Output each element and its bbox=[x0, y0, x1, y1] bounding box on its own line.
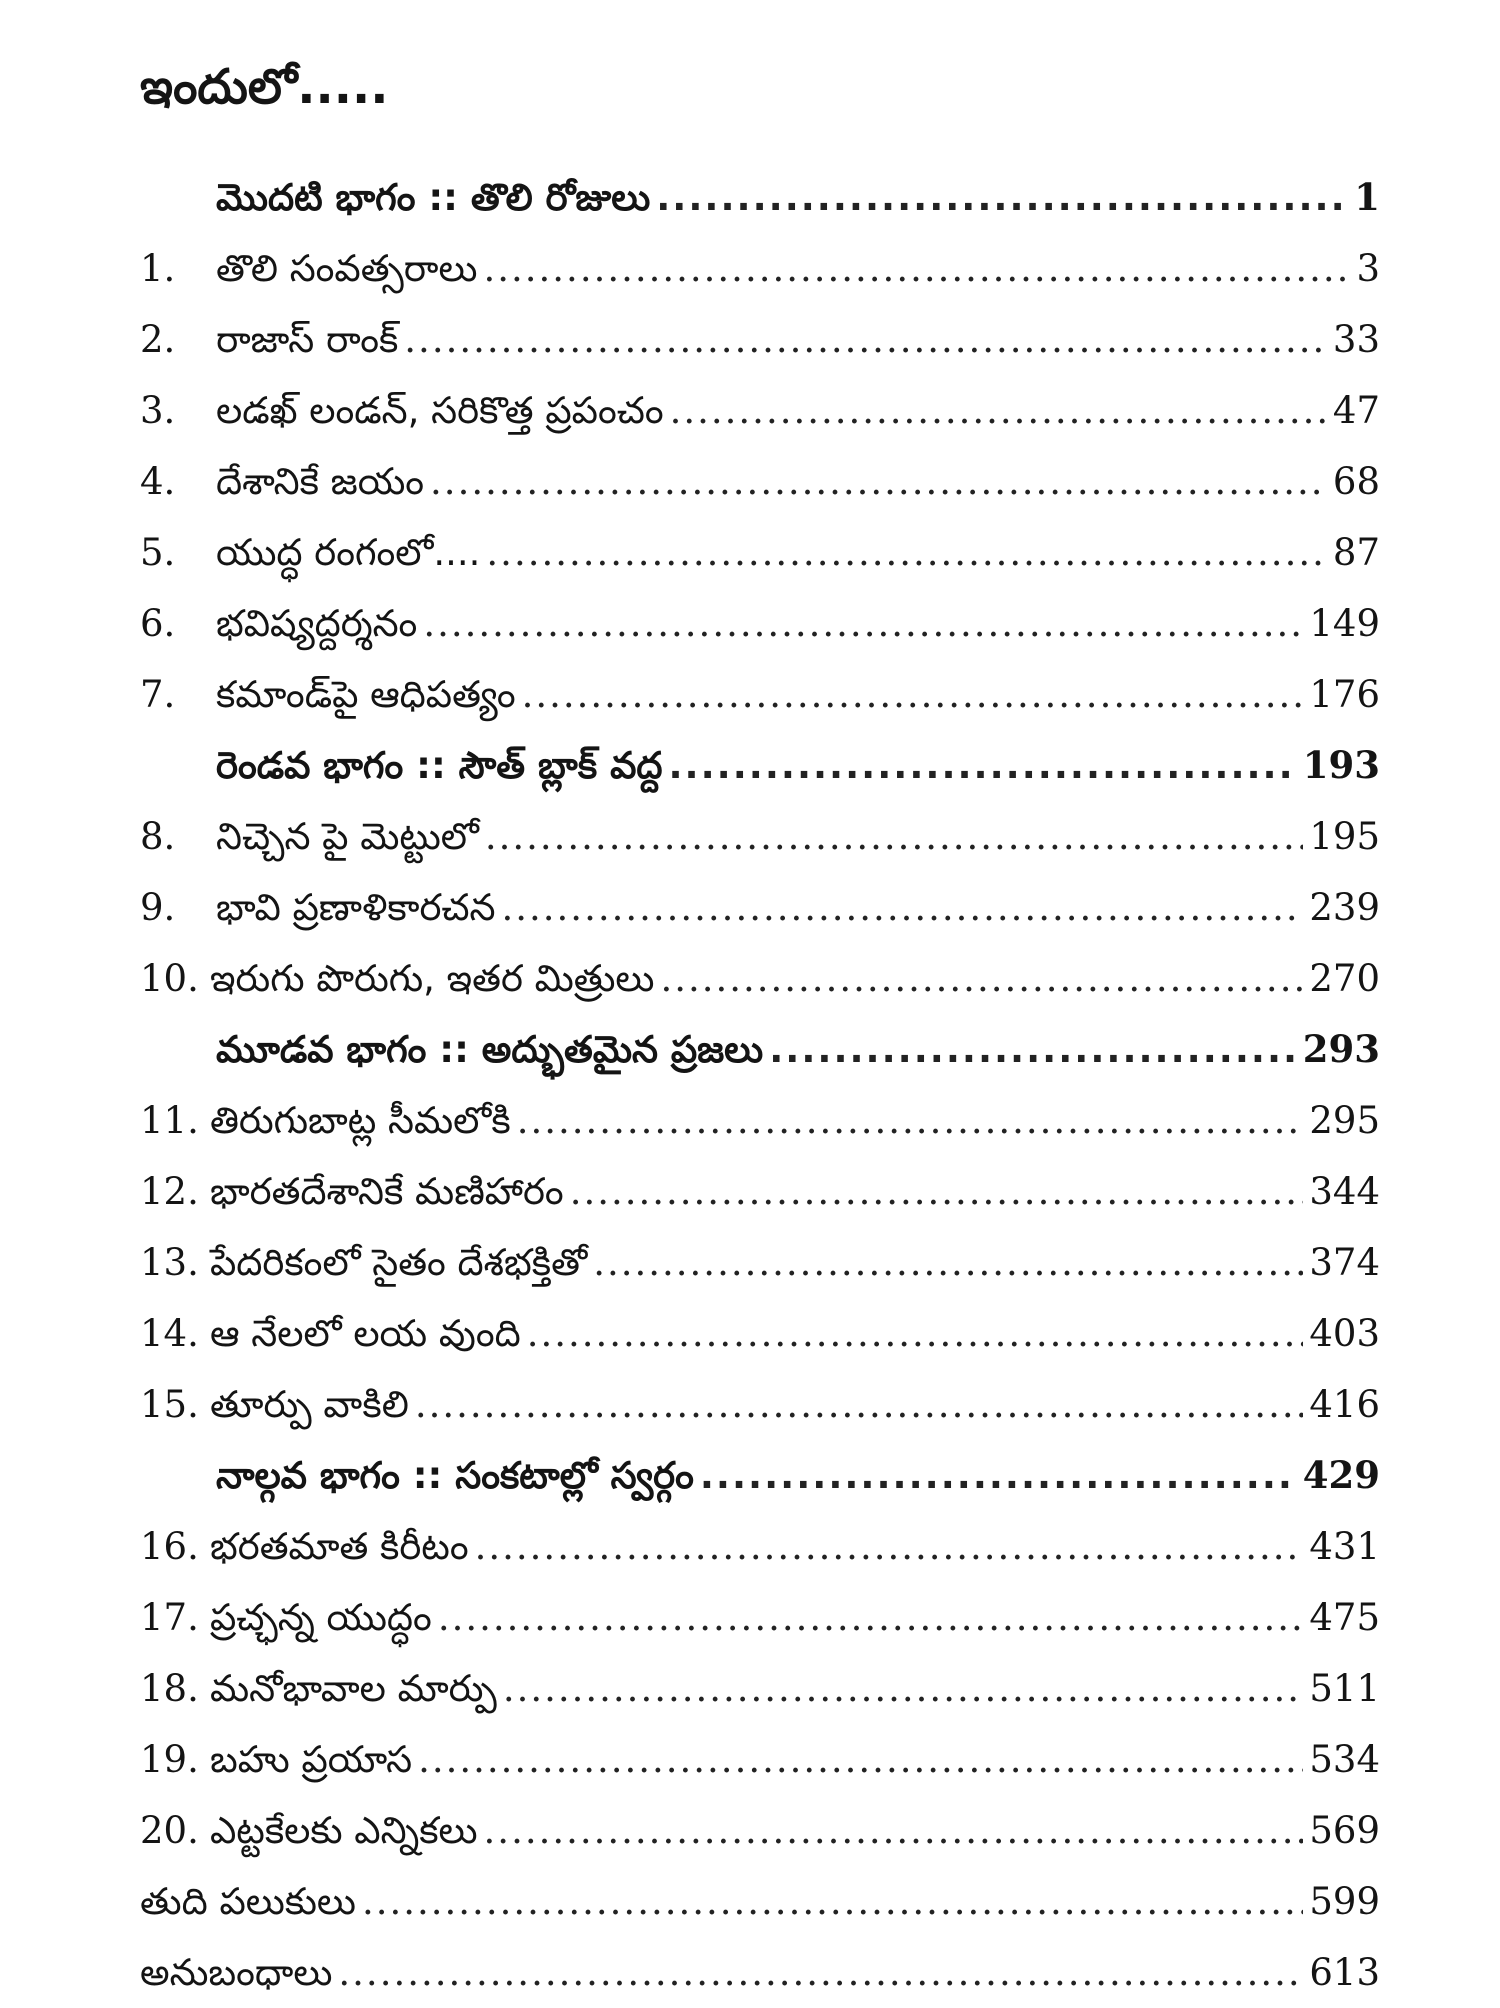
dot-leader bbox=[338, 1937, 1303, 2008]
toc-entry bbox=[140, 1298, 1380, 1369]
toc-entry bbox=[140, 1014, 1380, 1085]
entry-title: లడఖ్ లండన్, సరికొత్త ప్రపంచం bbox=[216, 389, 664, 432]
entry-page: 613 bbox=[1309, 1951, 1380, 1994]
dot-leader bbox=[593, 1227, 1303, 1298]
entry-number: 9. bbox=[140, 886, 176, 929]
entry-title: మనోభావాల మార్పు bbox=[210, 1667, 497, 1710]
entry-title: తుది పలుకులు bbox=[140, 1880, 356, 1923]
toc-entry bbox=[140, 1511, 1380, 1582]
entry-title: అనుబంధాలు bbox=[140, 1951, 333, 1994]
dot-leader bbox=[423, 588, 1303, 659]
dot-leader bbox=[483, 233, 1350, 304]
dot-leader bbox=[485, 801, 1304, 872]
toc-entry bbox=[140, 943, 1380, 1014]
entry-title: యుద్ధ రంగంలో.... bbox=[216, 531, 481, 574]
entry-page: 176 bbox=[1309, 673, 1380, 716]
entry-page: 195 bbox=[1309, 815, 1380, 858]
dot-leader bbox=[700, 1440, 1297, 1511]
entry-number: 5. bbox=[140, 531, 176, 574]
entry-page: 569 bbox=[1309, 1809, 1380, 1852]
entry-title: ఆ నేలలో లయ వుంది bbox=[210, 1312, 521, 1355]
entry-title: మొదటి భాగం :: తొలి రోజులు bbox=[216, 176, 651, 219]
toc-entry bbox=[140, 162, 1380, 233]
entry-title: భరతమాత కిరీటం bbox=[210, 1525, 469, 1568]
entry-number: 1. bbox=[140, 247, 176, 290]
entry-number: 3. bbox=[140, 389, 176, 432]
entry-title: ప్రచ్ఛన్న యుద్ధం bbox=[210, 1596, 432, 1639]
entry-number: 17. bbox=[140, 1596, 199, 1639]
entry-number: 13. bbox=[140, 1241, 199, 1284]
toc-entry bbox=[140, 1085, 1380, 1156]
entry-page: 416 bbox=[1309, 1383, 1380, 1426]
toc-entry bbox=[140, 1795, 1380, 1866]
toc-entry bbox=[140, 1156, 1380, 1227]
entry-page: 295 bbox=[1309, 1099, 1380, 1142]
toc-entry bbox=[140, 1369, 1380, 1440]
toc-entry bbox=[140, 1653, 1380, 1724]
entry-number: 20. bbox=[140, 1809, 199, 1852]
dot-leader bbox=[438, 1582, 1304, 1653]
toc-entry bbox=[140, 801, 1380, 872]
table-of-contents bbox=[140, 162, 1380, 2008]
entry-number: 12. bbox=[140, 1170, 199, 1213]
entry-page: 374 bbox=[1309, 1241, 1380, 1284]
entry-title: భారతదేశానికే మణిహారం bbox=[210, 1170, 564, 1213]
entry-title: ఎట్టకేలకు ఎన్నికలు bbox=[210, 1809, 478, 1852]
dot-leader bbox=[670, 375, 1327, 446]
dot-leader bbox=[503, 1653, 1304, 1724]
toc-entry bbox=[140, 588, 1380, 659]
dot-leader bbox=[517, 1085, 1304, 1156]
toc-entry bbox=[140, 872, 1380, 943]
toc-entry bbox=[140, 1440, 1380, 1511]
dot-leader bbox=[418, 1724, 1303, 1795]
entry-number: 2. bbox=[140, 318, 176, 361]
entry-page: 431 bbox=[1309, 1525, 1380, 1568]
entry-title: నాల్గవ భాగం :: సంకటాల్లో స్వర్గం bbox=[216, 1454, 694, 1497]
entry-page: 47 bbox=[1332, 389, 1380, 432]
contents-page bbox=[140, 52, 1380, 1994]
page-title: ఇందులో..... bbox=[140, 59, 389, 115]
entry-page: 475 bbox=[1309, 1596, 1380, 1639]
toc-entry bbox=[140, 1227, 1380, 1298]
toc-entry bbox=[140, 517, 1380, 588]
entry-number: 14. bbox=[140, 1312, 199, 1355]
dot-leader bbox=[430, 446, 1327, 517]
toc-entry bbox=[140, 1724, 1380, 1795]
dot-leader bbox=[769, 1014, 1297, 1085]
entry-page: 599 bbox=[1309, 1880, 1380, 1923]
entry-page: 344 bbox=[1309, 1170, 1380, 1213]
toc-entry bbox=[140, 659, 1380, 730]
entry-number: 8. bbox=[140, 815, 176, 858]
dot-leader bbox=[660, 943, 1303, 1014]
entry-number: 18. bbox=[140, 1667, 199, 1710]
dot-leader bbox=[502, 872, 1304, 943]
dot-leader bbox=[362, 1866, 1303, 1937]
toc-entry bbox=[140, 730, 1380, 801]
dot-leader bbox=[475, 1511, 1304, 1582]
entry-page: 293 bbox=[1302, 1027, 1380, 1071]
dot-leader bbox=[669, 730, 1297, 801]
entry-title: కమాండ్‌పై ఆధిపత్యం bbox=[216, 673, 516, 716]
dot-leader bbox=[527, 1298, 1304, 1369]
entry-title: తిరుగుబాట్ల సీమలోకి bbox=[210, 1099, 511, 1142]
dot-leader bbox=[570, 1156, 1304, 1227]
dot-leader bbox=[484, 1795, 1304, 1866]
toc-entry bbox=[140, 1866, 1380, 1937]
entry-title: భావి ప్రణాళికారచన bbox=[216, 886, 496, 929]
entry-number: 19. bbox=[140, 1738, 199, 1781]
dot-leader bbox=[415, 1369, 1304, 1440]
entry-title: దేశానికే జయం bbox=[216, 460, 425, 503]
dot-leader bbox=[486, 517, 1326, 588]
entry-page: 87 bbox=[1332, 531, 1380, 574]
entry-number: 10. bbox=[140, 957, 199, 1000]
entry-page: 511 bbox=[1309, 1667, 1380, 1710]
entry-page: 33 bbox=[1332, 318, 1380, 361]
entry-page: 149 bbox=[1309, 602, 1380, 645]
toc-entry bbox=[140, 1937, 1380, 2008]
entry-page: 193 bbox=[1302, 743, 1380, 787]
dot-leader bbox=[404, 304, 1327, 375]
entry-title: తొలి సంవత్సరాలు bbox=[216, 247, 478, 290]
entry-page: 534 bbox=[1309, 1738, 1380, 1781]
entry-title: రెండవ భాగం :: సౌత్ బ్లాక్ వద్ద bbox=[216, 744, 663, 787]
entry-title: నిచ్చెన పై మెట్టులో bbox=[216, 815, 479, 858]
entry-title: రాజాస్ రాంక్ bbox=[216, 318, 399, 361]
entry-title: మూడవ భాగం :: అద్భుతమైన ప్రజలు bbox=[216, 1028, 764, 1071]
dot-leader bbox=[656, 162, 1348, 233]
dot-leader bbox=[522, 659, 1304, 730]
entry-number: 15. bbox=[140, 1383, 199, 1426]
entry-title: తూర్పు వాకిలి bbox=[210, 1383, 409, 1426]
toc-entry bbox=[140, 233, 1380, 304]
entry-title: బహు ప్రయాస bbox=[210, 1738, 413, 1781]
entry-page: 1 bbox=[1354, 175, 1380, 219]
entry-number: 4. bbox=[140, 460, 176, 503]
entry-title: ఇరుగు పొరుగు, ఇతర మిత్రులు bbox=[210, 957, 655, 1000]
entry-page: 270 bbox=[1309, 957, 1380, 1000]
entry-number: 7. bbox=[140, 673, 176, 716]
entry-number: 6. bbox=[140, 602, 176, 645]
toc-entry bbox=[140, 446, 1380, 517]
entry-page: 403 bbox=[1309, 1312, 1380, 1355]
toc-entry bbox=[140, 304, 1380, 375]
entry-page: 429 bbox=[1302, 1453, 1380, 1497]
entry-page: 239 bbox=[1309, 886, 1380, 929]
entry-title: భవిష్యద్దర్శనం bbox=[216, 602, 418, 645]
entry-page: 3 bbox=[1356, 247, 1380, 290]
entry-number: 11. bbox=[140, 1099, 199, 1142]
entry-page: 68 bbox=[1332, 460, 1380, 503]
entry-title: పేదరికంలో సైతం దేశభక్తితో bbox=[210, 1241, 588, 1284]
toc-entry bbox=[140, 375, 1380, 446]
entry-number: 16. bbox=[140, 1525, 199, 1568]
toc-entry bbox=[140, 1582, 1380, 1653]
